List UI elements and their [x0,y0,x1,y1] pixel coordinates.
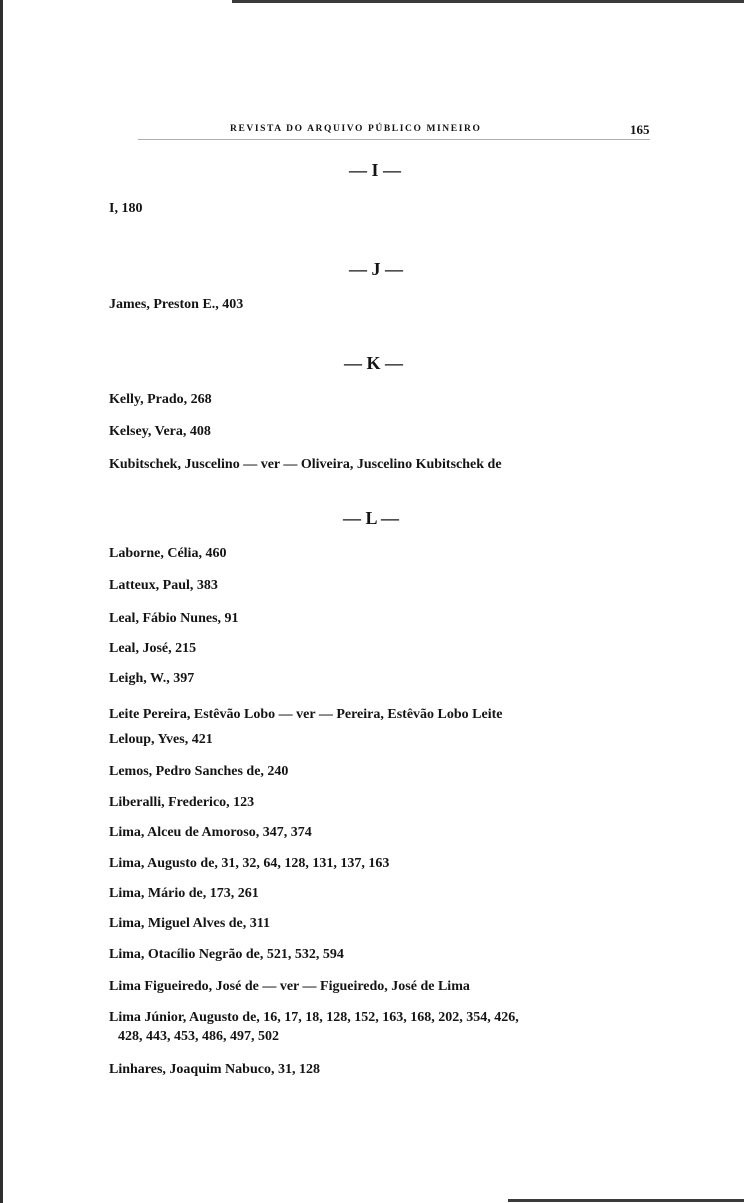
index-entry: Lima, Miguel Alves de, 311 [109,916,270,931]
index-entry: Lima, Alceu de Amoroso, 347, 374 [109,825,312,840]
index-entry: Lima, Mário de, 173, 261 [109,886,259,901]
page-top-edge [232,0,744,3]
section-heading-i: — I — [349,160,402,180]
page-number: 165 [630,122,650,137]
index-entry: Leal, José, 215 [109,641,197,656]
index-entry: Lima, Otacílio Negrão de, 521, 532, 594 [109,947,344,962]
index-entry: Lima Júnior, Augusto de, 16, 17, 18, 128, 152, 163, 168, 202, 354, 426, [109,1010,519,1025]
running-head: REVISTA DO ARQUIVO PÚBLICO MINEIRO [230,124,482,134]
index-entry: Laborne, Célia, 460 [109,546,227,561]
index-entry: Linhares, Joaquim Nabuco, 31, 128 [109,1062,320,1077]
index-entry: Leite Pereira, Estêvão Lobo — ver — Pereira, Estêvão Lobo Leite [109,707,503,722]
index-entry: Lemos, Pedro Sanches de, 240 [109,764,289,779]
index-entry-continuation: 428, 443, 453, 486, 497, 502 [118,1029,279,1044]
index-entry: Liberalli, Frederico, 123 [109,795,255,810]
header-rule [138,139,650,140]
section-heading-l: — L — [343,508,400,528]
index-entry: Leigh, W., 397 [109,671,195,686]
index-entry: Kelsey, Vera, 408 [109,424,211,439]
index-entry: Leal, Fábio Nunes, 91 [109,611,239,626]
page-bottom-edge [508,1199,744,1202]
index-entry: Kubitschek, Juscelino — ver — Oliveira, Juscelino Kubitschek de [109,457,502,472]
index-entry: I, 180 [109,201,143,216]
index-entry: Lima, Augusto de, 31, 32, 64, 128, 131, 137, 163 [109,856,390,871]
index-entry: Latteux, Paul, 383 [109,578,218,593]
index-entry: Leloup, Yves, 421 [109,732,213,747]
index-entry: James, Preston E., 403 [109,297,244,312]
index-entry: Kelly, Prado, 268 [109,392,212,407]
index-entry: Lima Figueiredo, José de — ver — Figueiredo, José de Lima [109,979,470,994]
page-left-edge [0,0,3,1203]
section-heading-j: — J — [349,259,403,279]
section-heading-k: — K — [344,353,404,373]
